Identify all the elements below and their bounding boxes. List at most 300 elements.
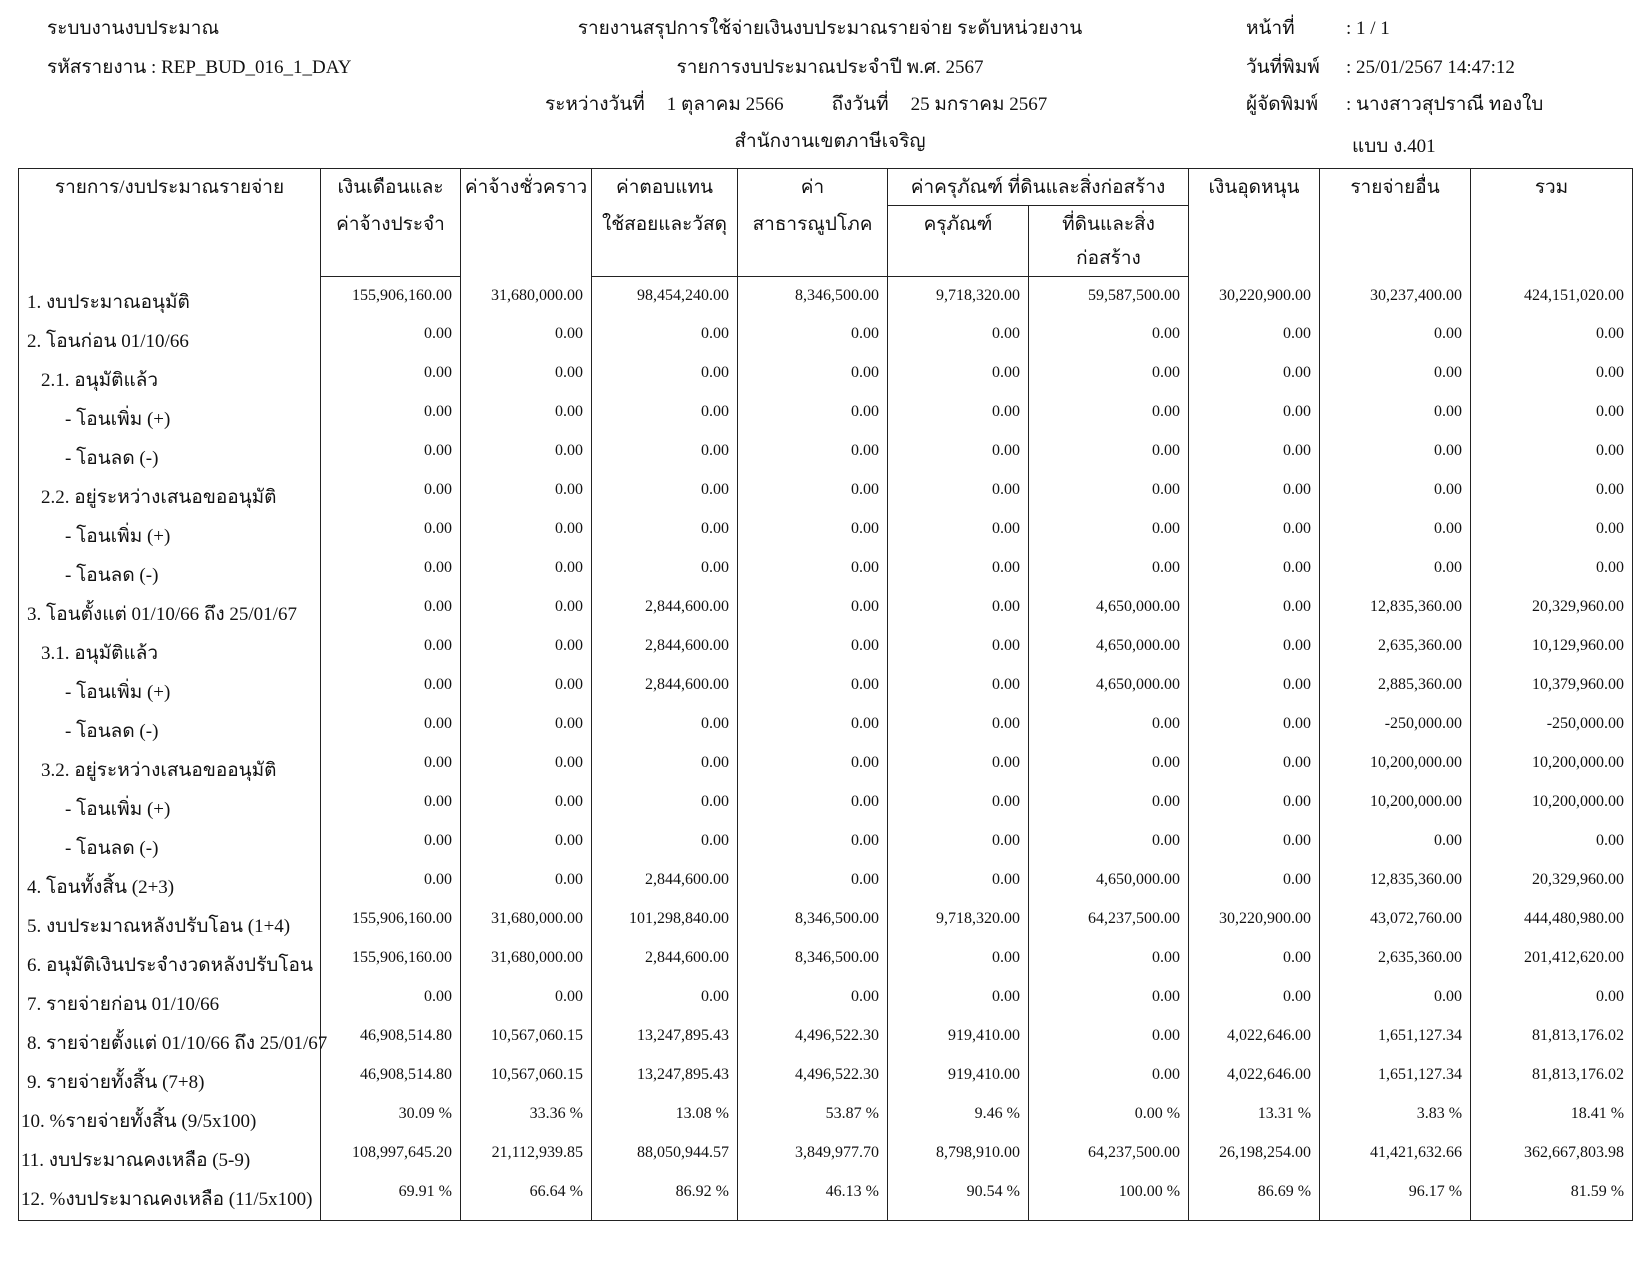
cell-land-building: 0.00 [1029,512,1189,551]
cell-operating: 2,844,600.00 [592,941,738,980]
cell-salary: 108,997,645.20 [321,1136,461,1175]
cell-utilities: 0.00 [738,395,888,434]
cell-utilities: 0.00 [738,863,888,902]
cell-temp-wage: 0.00 [461,395,592,434]
row-label: - โอนลด (-) [19,707,321,746]
cell-equipment: 9,718,320.00 [888,277,1029,317]
cell-subsidy: 0.00 [1189,317,1320,356]
cell-utilities: 0.00 [738,668,888,707]
table-row [19,317,1633,356]
system-name: ระบบงานงบประมาณ [47,18,220,39]
cell-temp-wage: 0.00 [461,980,592,1019]
table-row [19,1058,1633,1097]
cell-total: 0.00 [1471,395,1633,434]
cell-equipment: 0.00 [888,551,1029,590]
cell-utilities: 0.00 [738,980,888,1019]
cell-subsidy: 4,022,646.00 [1189,1058,1320,1097]
row-label: 1. งบประมาณอนุมัติ [19,277,321,317]
cell-operating: 13.08 % [592,1097,738,1136]
cell-salary: 46,908,514.80 [321,1019,461,1058]
cell-utilities: 0.00 [738,824,888,863]
cell-equipment: 0.00 [888,590,1029,629]
cell-subsidy: 0.00 [1189,629,1320,668]
table-row [19,668,1633,707]
cell-land-building: 0.00 [1029,317,1189,356]
table-row [19,512,1633,551]
cell-other: 2,885,360.00 [1320,668,1471,707]
cell-equipment: 0.00 [888,434,1029,473]
table-row [19,941,1633,980]
row-label: 3. โอนตั้งแต่ 01/10/66 ถึง 25/01/67 [19,590,321,629]
col-header-salary-2: ค่าจ้างประจำ [321,206,461,277]
cell-utilities: 0.00 [738,551,888,590]
row-label: 2.2. อยู่ระหว่างเสนอขออนุมัติ [19,473,321,512]
cell-other: 0.00 [1320,395,1471,434]
cell-salary: 0.00 [321,980,461,1019]
cell-other: 0.00 [1320,824,1471,863]
table-row [19,590,1633,629]
cell-temp-wage: 0.00 [461,590,592,629]
cell-equipment: 0.00 [888,356,1029,395]
row-label: - โอนลด (-) [19,551,321,590]
cell-subsidy: 30,220,900.00 [1189,277,1320,317]
cell-total: 10,200,000.00 [1471,746,1633,785]
table-row [19,707,1633,746]
cell-land-building: 0.00 [1029,434,1189,473]
cell-total: 0.00 [1471,551,1633,590]
cell-other: 0.00 [1320,512,1471,551]
cell-equipment: 0.00 [888,317,1029,356]
cell-land-building: 0.00 [1029,707,1189,746]
col-header-total: รวม [1471,169,1633,277]
cell-subsidy: 0.00 [1189,395,1320,434]
cell-subsidy: 4,022,646.00 [1189,1019,1320,1058]
cell-land-building: 0.00 [1029,824,1189,863]
cell-operating: 0.00 [592,395,738,434]
cell-utilities: 0.00 [738,434,888,473]
table-row [19,434,1633,473]
cell-salary: 69.91 % [321,1175,461,1221]
cell-equipment: 0.00 [888,512,1029,551]
cell-total: 201,412,620.00 [1471,941,1633,980]
cell-subsidy: 0.00 [1189,590,1320,629]
cell-operating: 0.00 [592,356,738,395]
cell-equipment: 919,410.00 [888,1019,1029,1058]
from-label: ระหว่างวันที่ [545,94,645,115]
cell-utilities: 0.00 [738,629,888,668]
cell-equipment: 9,718,320.00 [888,902,1029,941]
table-row [19,824,1633,863]
cell-land-building: 4,650,000.00 [1029,668,1189,707]
cell-salary: 0.00 [321,590,461,629]
cell-subsidy: 0.00 [1189,863,1320,902]
cell-subsidy: 0.00 [1189,473,1320,512]
cell-land-building: 64,237,500.00 [1029,902,1189,941]
col-header-subsidy: เงินอุดหนุน [1189,169,1320,277]
cell-other: 3.83 % [1320,1097,1471,1136]
cell-other: 2,635,360.00 [1320,629,1471,668]
cell-temp-wage: 10,567,060.15 [461,1019,592,1058]
cell-other: 10,200,000.00 [1320,746,1471,785]
cell-operating: 0.00 [592,551,738,590]
cell-salary: 155,906,160.00 [321,277,461,317]
row-label: 5. งบประมาณหลังปรับโอน (1+4) [19,902,321,941]
to-label: ถึงวันที่ [831,94,889,115]
cell-salary: 155,906,160.00 [321,902,461,941]
cell-temp-wage: 0.00 [461,863,592,902]
cell-utilities: 4,496,522.30 [738,1019,888,1058]
cell-total: 0.00 [1471,434,1633,473]
col-header-utilities-1: ค่า [738,169,888,206]
cell-land-building: 0.00 [1029,1058,1189,1097]
table-row [19,356,1633,395]
table-body [19,277,1633,1221]
cell-equipment: 9.46 % [888,1097,1029,1136]
cell-land-building: 0.00 [1029,395,1189,434]
cell-total: 18.41 % [1471,1097,1633,1136]
cell-temp-wage: 31,680,000.00 [461,277,592,317]
row-label: 3.1. อนุมัติแล้ว [19,629,321,668]
cell-total: 0.00 [1471,512,1633,551]
cell-temp-wage: 33.36 % [461,1097,592,1136]
cell-other: 0.00 [1320,317,1471,356]
cell-utilities: 0.00 [738,356,888,395]
cell-total: 362,667,803.98 [1471,1136,1633,1175]
cell-salary: 0.00 [321,512,461,551]
cell-other: 1,651,127.34 [1320,1019,1471,1058]
date-range [545,94,1047,116]
cell-subsidy: 0.00 [1189,434,1320,473]
cell-subsidy: 0.00 [1189,824,1320,863]
cell-subsidy: 0.00 [1189,512,1320,551]
cell-salary: 0.00 [321,785,461,824]
cell-other: 0.00 [1320,473,1471,512]
col-header-salary-1: เงินเดือนและ [321,169,461,206]
printed-by-value: : นางสาวสุปราณี ทองใบ [1346,94,1544,115]
cell-operating: 0.00 [592,473,738,512]
cell-salary: 0.00 [321,395,461,434]
cell-equipment: 90.54 % [888,1175,1029,1221]
cell-land-building: 0.00 [1029,551,1189,590]
cell-land-building: 4,650,000.00 [1029,590,1189,629]
table-row [19,629,1633,668]
cell-utilities: 4,496,522.30 [738,1058,888,1097]
to-date: 25 มกราคม 2567 [910,94,1048,115]
cell-total: 20,329,960.00 [1471,863,1633,902]
cell-salary: 0.00 [321,317,461,356]
cell-other: 43,072,760.00 [1320,902,1471,941]
row-label: 11. งบประมาณคงเหลือ (5-9) [19,1136,321,1175]
cell-total: 424,151,020.00 [1471,277,1633,317]
row-label: - โอนเพิ่ม (+) [19,395,321,434]
table-row [19,395,1633,434]
cell-equipment: 0.00 [888,863,1029,902]
cell-temp-wage: 0.00 [461,317,592,356]
cell-operating: 0.00 [592,317,738,356]
cell-operating: 88,050,944.57 [592,1136,738,1175]
cell-other: 10,200,000.00 [1320,785,1471,824]
cell-utilities: 8,346,500.00 [738,902,888,941]
cell-other: 0.00 [1320,434,1471,473]
cell-salary: 0.00 [321,707,461,746]
cell-temp-wage: 0.00 [461,356,592,395]
cell-salary: 0.00 [321,473,461,512]
row-label: 12. %งบประมาณคงเหลือ (11/5x100) [19,1175,321,1221]
cell-utilities: 8,346,500.00 [738,277,888,317]
cell-operating: 86.92 % [592,1175,738,1221]
cell-total: 81.59 % [1471,1175,1633,1221]
cell-land-building: 4,650,000.00 [1029,863,1189,902]
cell-operating: 98,454,240.00 [592,277,738,317]
cell-subsidy: 0.00 [1189,941,1320,980]
cell-temp-wage: 0.00 [461,707,592,746]
cell-temp-wage: 0.00 [461,629,592,668]
cell-temp-wage: 21,112,939.85 [461,1136,592,1175]
cell-salary: 155,906,160.00 [321,941,461,980]
cell-operating: 2,844,600.00 [592,590,738,629]
cell-land-building: 0.00 [1029,473,1189,512]
cell-salary: 0.00 [321,668,461,707]
cell-utilities: 8,346,500.00 [738,941,888,980]
report-title: รายงานสรุปการใช้จ่ายเงินงบประมาณรายจ่าย ระดับหน่วยงาน [577,18,1083,39]
cell-salary: 46,908,514.80 [321,1058,461,1097]
cell-other: 96.17 % [1320,1175,1471,1221]
cell-total: 10,379,960.00 [1471,668,1633,707]
cell-land-building: 59,587,500.00 [1029,277,1189,317]
cell-equipment: 0.00 [888,473,1029,512]
cell-subsidy: 0.00 [1189,785,1320,824]
cell-temp-wage: 0.00 [461,824,592,863]
row-label: - โอนเพิ่ม (+) [19,668,321,707]
cell-operating: 101,298,840.00 [592,902,738,941]
cell-operating: 0.00 [592,824,738,863]
cell-equipment: 0.00 [888,746,1029,785]
row-label: 2.1. อนุมัติแล้ว [19,356,321,395]
report-code-label: รหัสรายงาน [47,57,147,78]
col-header-land-building: ที่ดินและสิ่งก่อสร้าง [1029,206,1189,277]
cell-operating: 13,247,895.43 [592,1019,738,1058]
cell-land-building: 0.00 [1029,356,1189,395]
cell-equipment: 0.00 [888,707,1029,746]
col-header-item: รายการ/งบประมาณรายจ่าย [19,169,321,277]
cell-operating: 13,247,895.43 [592,1058,738,1097]
cell-temp-wage: 0.00 [461,551,592,590]
cell-temp-wage: 10,567,060.15 [461,1058,592,1097]
cell-land-building: 4,650,000.00 [1029,629,1189,668]
cell-subsidy: 0.00 [1189,551,1320,590]
cell-land-building: 0.00 [1029,1019,1189,1058]
cell-total: 81,813,176.02 [1471,1019,1633,1058]
page-value: : 1 / 1 [1346,18,1390,39]
printed-by-label: ผู้จัดพิมพ์ [1246,94,1319,115]
cell-temp-wage: 0.00 [461,512,592,551]
cell-equipment: 919,410.00 [888,1058,1029,1097]
cell-equipment: 0.00 [888,629,1029,668]
row-label: - โอนเพิ่ม (+) [19,512,321,551]
table-row [19,1175,1633,1221]
cell-land-building: 0.00 % [1029,1097,1189,1136]
cell-equipment: 0.00 [888,785,1029,824]
cell-operating: 2,844,600.00 [592,668,738,707]
cell-temp-wage: 66.64 % [461,1175,592,1221]
cell-operating: 2,844,600.00 [592,863,738,902]
cell-land-building: 0.00 [1029,941,1189,980]
cell-temp-wage: 31,680,000.00 [461,941,592,980]
cell-other: 41,421,632.66 [1320,1136,1471,1175]
cell-temp-wage: 31,680,000.00 [461,902,592,941]
table-row [19,1097,1633,1136]
cell-utilities: 0.00 [738,746,888,785]
cell-utilities: 0.00 [738,785,888,824]
from-date: 1 ตุลาคม 2566 [666,94,784,115]
col-header-temp-wage: ค่าจ้างชั่วคราว [461,169,592,277]
col-header-utilities-2: สาธารณูปโภค [738,206,888,277]
row-label: 2. โอนก่อน 01/10/66 [19,317,321,356]
cell-salary: 0.00 [321,824,461,863]
budget-summary-table [18,168,1633,1221]
cell-subsidy: 0.00 [1189,668,1320,707]
cell-total: 0.00 [1471,824,1633,863]
cell-total: 10,200,000.00 [1471,785,1633,824]
col-header-equipment: ครุภัณฑ์ [888,206,1029,277]
cell-total: -250,000.00 [1471,707,1633,746]
cell-equipment: 0.00 [888,395,1029,434]
cell-salary: 0.00 [321,629,461,668]
cell-utilities: 3,849,977.70 [738,1136,888,1175]
cell-salary: 0.00 [321,551,461,590]
col-header-operating-1: ค่าตอบแทน [592,169,738,206]
cell-other: 12,835,360.00 [1320,590,1471,629]
cell-total: 81,813,176.02 [1471,1058,1633,1097]
row-label: - โอนเพิ่ม (+) [19,785,321,824]
row-label: 10. %รายจ่ายทั้งสิ้น (9/5x100) [19,1097,321,1136]
print-date [1246,57,1515,79]
cell-salary: 0.00 [321,863,461,902]
cell-utilities: 46.13 % [738,1175,888,1221]
cell-operating: 2,844,600.00 [592,629,738,668]
cell-subsidy: 13.31 % [1189,1097,1320,1136]
table-row [19,1019,1633,1058]
cell-operating: 0.00 [592,746,738,785]
table-row [19,473,1633,512]
cell-temp-wage: 0.00 [461,746,592,785]
table-row [19,902,1633,941]
cell-equipment: 8,798,910.00 [888,1136,1029,1175]
report-code: รหัสรายงาน : REP_BUD_016_1_DAY [47,57,352,78]
row-label: 9. รายจ่ายทั้งสิ้น (7+8) [19,1058,321,1097]
row-label: - โอนลด (-) [19,434,321,473]
cell-subsidy: 26,198,254.00 [1189,1136,1320,1175]
print-date-value: : 25/01/2567 14:47:12 [1346,57,1515,78]
form-code: แบบ ง.401 [1352,136,1436,157]
cell-other: 0.00 [1320,551,1471,590]
cell-other: -250,000.00 [1320,707,1471,746]
col-header-other: รายจ่ายอื่น [1320,169,1471,277]
cell-total: 0.00 [1471,356,1633,395]
cell-operating: 0.00 [592,707,738,746]
printed-by [1246,94,1543,116]
cell-land-building: 64,237,500.00 [1029,1136,1189,1175]
cell-total: 10,129,960.00 [1471,629,1633,668]
cell-operating: 0.00 [592,980,738,1019]
cell-subsidy: 0.00 [1189,746,1320,785]
cell-temp-wage: 0.00 [461,434,592,473]
cell-land-building: 0.00 [1029,785,1189,824]
table-row [19,551,1633,590]
cell-operating: 0.00 [592,785,738,824]
table-row [19,277,1633,317]
cell-land-building: 100.00 % [1029,1175,1189,1221]
cell-subsidy: 0.00 [1189,980,1320,1019]
cell-equipment: 0.00 [888,824,1029,863]
cell-temp-wage: 0.00 [461,668,592,707]
cell-operating: 0.00 [592,512,738,551]
cell-equipment: 0.00 [888,941,1029,980]
cell-salary: 0.00 [321,356,461,395]
col-header-capital-group: ค่าครุภัณฑ์ ที่ดินและสิ่งก่อสร้าง [888,169,1189,206]
report-code-value: REP_BUD_016_1_DAY [161,57,352,78]
cell-other: 0.00 [1320,356,1471,395]
cell-utilities: 0.00 [738,512,888,551]
row-label: 3.2. อยู่ระหว่างเสนอขออนุมัติ [19,746,321,785]
cell-subsidy: 30,220,900.00 [1189,902,1320,941]
table-row [19,1136,1633,1175]
cell-operating: 0.00 [592,434,738,473]
table-row [19,863,1633,902]
cell-total: 444,480,980.00 [1471,902,1633,941]
cell-salary: 30.09 % [321,1097,461,1136]
table-row [19,746,1633,785]
cell-total: 0.00 [1471,980,1633,1019]
cell-equipment: 0.00 [888,980,1029,1019]
row-label: 4. โอนทั้งสิ้น (2+3) [19,863,321,902]
cell-salary: 0.00 [321,746,461,785]
page-label: หน้าที่ [1246,18,1295,39]
cell-utilities: 0.00 [738,590,888,629]
cell-temp-wage: 0.00 [461,473,592,512]
row-label: 7. รายจ่ายก่อน 01/10/66 [19,980,321,1019]
cell-land-building: 0.00 [1029,746,1189,785]
cell-temp-wage: 0.00 [461,785,592,824]
cell-land-building: 0.00 [1029,980,1189,1019]
table-row [19,785,1633,824]
cell-other: 12,835,360.00 [1320,863,1471,902]
row-label: 8. รายจ่ายตั้งแต่ 01/10/66 ถึง 25/01/67 [19,1019,321,1058]
table-row [19,980,1633,1019]
cell-other: 1,651,127.34 [1320,1058,1471,1097]
cell-subsidy: 0.00 [1189,707,1320,746]
col-header-operating-2: ใช้สอยและวัสดุ [592,206,738,277]
cell-utilities: 0.00 [738,317,888,356]
page-info [1246,18,1390,40]
cell-total: 0.00 [1471,473,1633,512]
report-subtitle: รายการงบประมาณประจำปี พ.ศ. 2567 [676,57,984,78]
row-label: 6. อนุมัติเงินประจำงวดหลังปรับโอน [19,941,321,980]
cell-total: 20,329,960.00 [1471,590,1633,629]
cell-other: 30,237,400.00 [1320,277,1471,317]
cell-total: 0.00 [1471,317,1633,356]
cell-subsidy: 0.00 [1189,356,1320,395]
row-label: - โอนลด (-) [19,824,321,863]
organization: สำนักงานเขตภาษีเจริญ [734,131,926,152]
cell-equipment: 0.00 [888,668,1029,707]
cell-utilities: 0.00 [738,707,888,746]
cell-subsidy: 86.69 % [1189,1175,1320,1221]
cell-utilities: 0.00 [738,473,888,512]
cell-utilities: 53.87 % [738,1097,888,1136]
cell-other: 2,635,360.00 [1320,941,1471,980]
cell-salary: 0.00 [321,434,461,473]
